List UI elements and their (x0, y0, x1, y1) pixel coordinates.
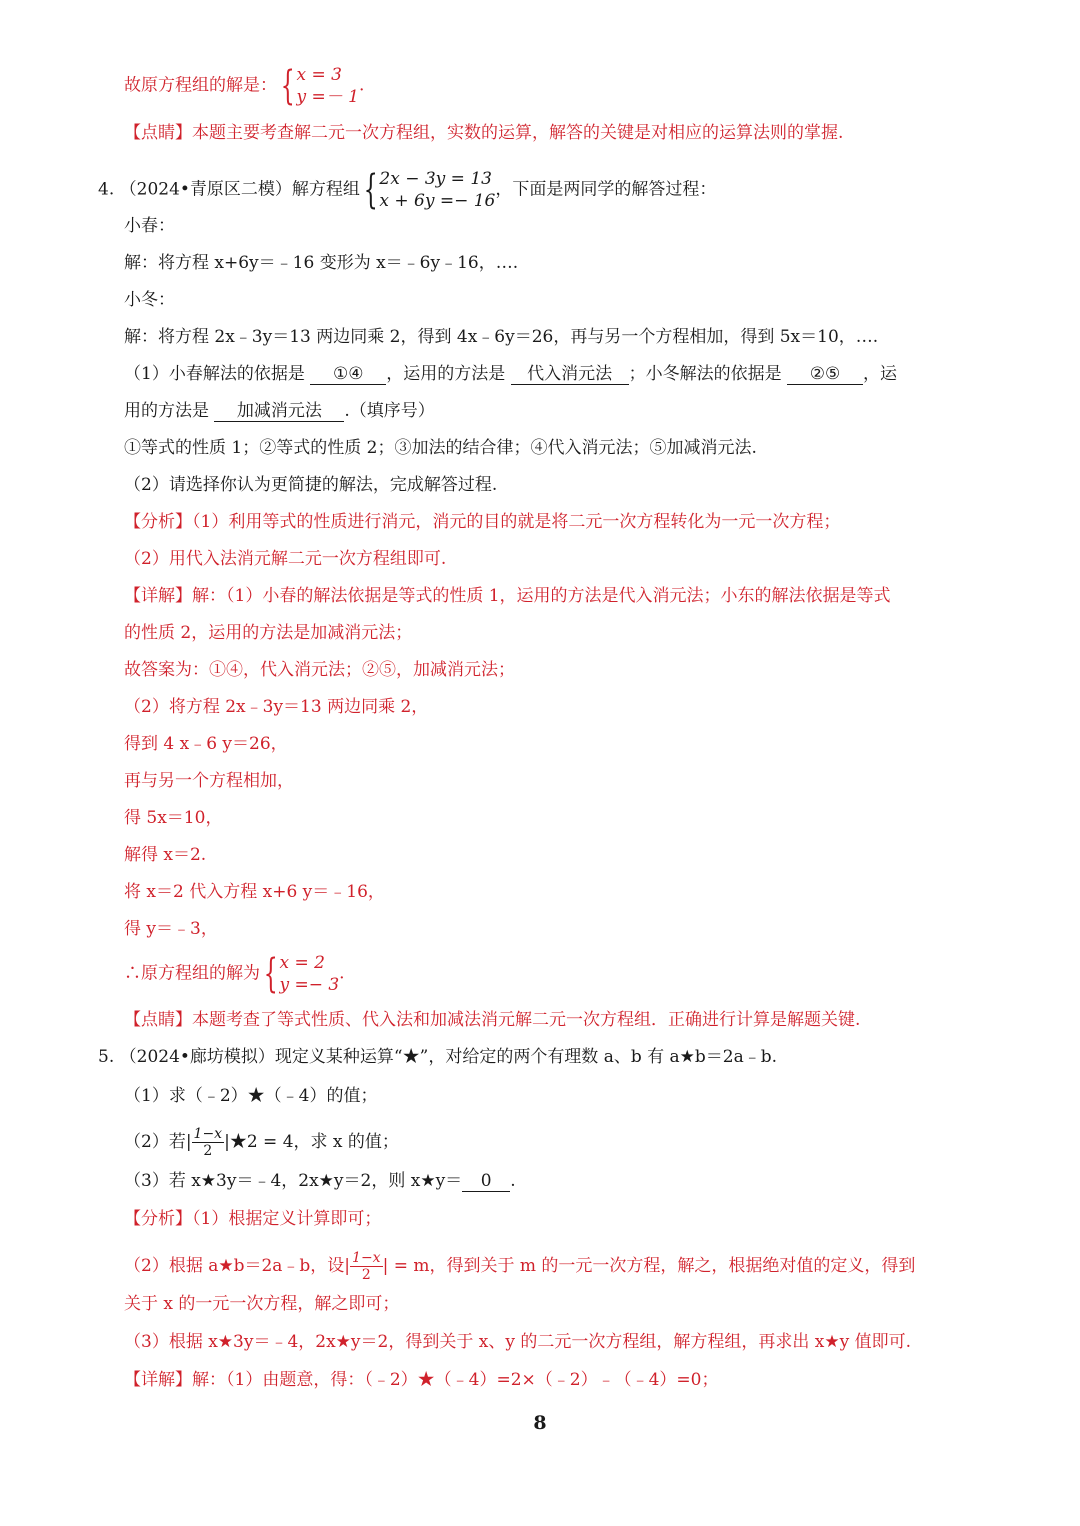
q4-stem (98, 168, 716, 212)
q5-analysis2-text-a: （2）根据 a★b＝2a﹣b，设| (124, 1256, 351, 1276)
q4-answer-blank-1: ①④ (310, 364, 386, 385)
q5-detail-1 (124, 1369, 718, 1391)
q5-analysis-frac-denominator: 2 (361, 1267, 371, 1283)
q4-part2: （2）请选择你认为更简捷的解法，完成解答过程. (124, 475, 498, 495)
q4-analysis-tag: 【分析】 (124, 512, 192, 532)
q4-p1-text-a: （1）小春解法的依据是 (124, 364, 305, 384)
q4-source: （2024•青原区二模）解方程组 (119, 179, 360, 200)
q4-analysis-text-1: （1）利用等式的性质进行消元，消元的目的就是将二元一次方程转化为一元一次方程； (192, 512, 841, 532)
q5-analysis-tag: 【分析】 (124, 1209, 192, 1229)
q4-detail-10: 得 y＝﹣3， (124, 919, 218, 939)
q4-detail-7: 得 5x＝10， (124, 808, 223, 828)
q5-frac-denominator: 2 (203, 1143, 213, 1159)
q4-final-x: x = 2 (279, 953, 325, 973)
prev-sol-end: . (358, 75, 365, 96)
prev-comment-tag: 【点睛】 (124, 123, 192, 143)
q4-detail-8: 解得 x＝2. (124, 845, 207, 865)
q5-number: 5. (98, 1047, 115, 1067)
q5-analysis-fraction (350, 1250, 383, 1283)
q5-analysis-2 (124, 1250, 915, 1283)
q4-analysis-2: （2）用代入法消元解二元一次方程组即可. (124, 549, 447, 569)
q4-p1-text-c: ；小冬解法的依据是 (628, 364, 782, 384)
q5-analysis-4: （3）根据 x★3y＝﹣4，2x★y＝2，得到关于 x、y 的二元一次方程组，解方程组，再求出 x★y 值即可. (124, 1332, 911, 1352)
q4-detail-text-1: 解：（1）小春的解法依据是等式的性质 1，运用的方法是代入消元法；小东的解法依据是等式 (192, 586, 891, 606)
q4-comment-text: 本题考查了等式性质、代入法和加减法消元解二元一次方程组．正确进行计算是解题关键. (192, 1010, 861, 1030)
q4-final-system: { x = 2 y =− 3 (263, 951, 340, 997)
q4-xiaochun-label: 小春： (124, 216, 175, 236)
q4-detail-tag: 【详解】 (124, 586, 192, 606)
q4-detail-4: （2）将方程 2x﹣3y＝13 两边同乘 2， (124, 697, 429, 717)
q4-p1-text-b: ，运用的方法是 (386, 364, 506, 384)
q4-detail-1 (124, 585, 891, 607)
q5-detail-text-1: 解：（1）由题意，得：（﹣2）★（﹣4）=2×（﹣2）﹣（﹣4）=0； (192, 1370, 719, 1390)
q4-xiaochun-solution: 解：将方程 x+6y＝﹣16 变形为 x＝﹣6y﹣16，…. (124, 253, 519, 273)
q4-final-end: . (339, 963, 345, 984)
q5-answer-blank: 0 (462, 1171, 510, 1192)
q5-p2-text-b: |★2 = 4，求 x 的值； (224, 1132, 399, 1152)
q5-analysis2-text-b: | = m，得到关于 m 的一元一次方程，解之，根据绝对值的定义，得到 (382, 1256, 916, 1276)
q5-p3-text-a: （3）若 x★3y＝﹣4，2x★y＝2，则 x★y＝ (124, 1171, 463, 1191)
q5-part3 (124, 1170, 516, 1192)
prev-sol-y: y =－ 1 (296, 87, 359, 107)
q4-comment (124, 1009, 860, 1031)
prev-comment-text: 本题主要考查解二元一次方程组，实数的运算，解答的关键是对相应的运算法则的掌握. (192, 123, 844, 143)
q4-number: 4. (98, 179, 115, 200)
q5-frac-numerator: 1−x (193, 1126, 223, 1142)
q4-p1-text-f: .（填序号） (344, 401, 435, 421)
q5-p2-text-a: （2）若| (124, 1132, 192, 1152)
prev-solution-intro: 故原方程组的解是： (124, 75, 277, 96)
q4-options: ①等式的性质 1；②等式的性质 2；③加法的结合律；④代入消元法；⑤加减消元法. (124, 438, 757, 458)
q4-eq2: x + 6y =− 16 (379, 191, 496, 211)
q5-analysis-frac-numerator: 1−x (352, 1250, 381, 1266)
q4-detail-3: 故答案为：①④，代入消元法；②⑤，加减消元法； (124, 660, 515, 680)
prev-solution (124, 64, 364, 108)
page-number: 8 (533, 1412, 547, 1434)
q4-detail-2: 的性质 2，运用的方法是加减消元法； (124, 623, 413, 643)
q5-part2 (124, 1126, 399, 1159)
q4-p1-text-e: 用的方法是 (124, 401, 209, 421)
q5-fraction (192, 1126, 225, 1159)
prev-solution-system: { x = 3 y =－ 1 (280, 63, 359, 109)
q4-system: { 2x − 3y = 13 x + 6y =− 16 (363, 167, 496, 213)
q4-detail-9: 将 x＝2 代入方程 x+6 y＝﹣16， (124, 882, 385, 902)
q5-stem (98, 1046, 777, 1068)
q4-final-solution (124, 952, 345, 996)
q5-analysis-1 (124, 1208, 381, 1230)
q4-xiaodong-label: 小冬： (124, 290, 175, 310)
q4-after: ，下面是两同学的解答过程： (495, 179, 717, 200)
q5-part1: （1）求（﹣2）★（﹣4）的值； (124, 1086, 378, 1106)
prev-comment (124, 122, 843, 144)
q5-analysis-text-1: （1）根据定义计算即可； (192, 1209, 382, 1229)
q4-answer-blank-2: 代入消元法 (511, 364, 629, 385)
q4-answer-blank-3: ②⑤ (787, 364, 863, 385)
q4-comment-tag: 【点睛】 (124, 1010, 192, 1030)
q4-final-y: y =− 3 (279, 975, 340, 995)
q5-analysis-3: 关于 x 的一元一次方程，解之即可； (124, 1294, 400, 1314)
q4-final-intro: ∴原方程组的解为 (124, 963, 260, 984)
q4-detail-6: 再与另一个方程相加， (124, 771, 294, 791)
q4-part1-line2 (124, 400, 435, 422)
q4-p1-text-d: ，运 (863, 364, 898, 384)
q4-xiaodong-solution: 解：将方程 2x﹣3y＝13 两边同乘 2，得到 4x﹣6y＝26，再与另一个方程相加，得到 5x＝10，…. (124, 327, 879, 347)
prev-sol-x: x = 3 (296, 65, 342, 85)
q5-detail-tag: 【详解】 (124, 1370, 192, 1390)
q4-detail-5: 得到 4 x﹣6 y＝26， (124, 734, 288, 754)
q5-stem-text: （2024•廊坊模拟）现定义某种运算“★”，对给定的两个有理数 a、b 有 a★b＝2a﹣b. (119, 1047, 778, 1067)
q4-analysis-1 (124, 511, 840, 533)
q4-part1-line1 (124, 363, 897, 385)
q4-eq1: 2x − 3y = 13 (379, 169, 492, 189)
q4-answer-blank-4: 加减消元法 (214, 401, 344, 422)
q5-p3-text-b: . (510, 1171, 516, 1191)
